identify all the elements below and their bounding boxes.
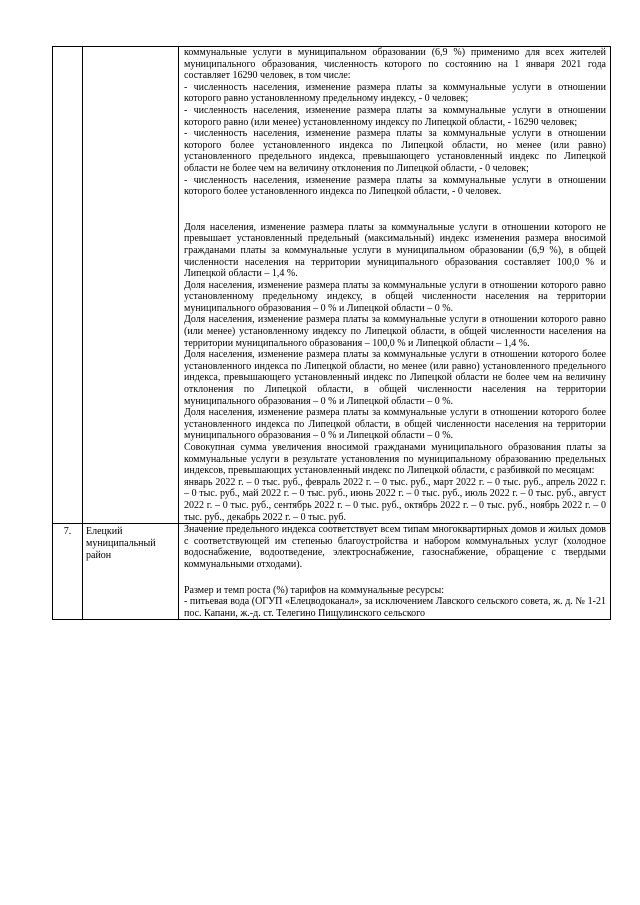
share-paragraph: Доля населения, изменение размера платы за коммунальные услуги в отношении которого более установленного индекса по Липецкой области, в общей численности населения на территории муниципального образования – 0 % и Липецкой области – 0 %. — [184, 407, 606, 442]
share-paragraph: Доля населения, изменение размера платы за коммунальные услуги в отношении которого равно (или менее) установленному индексу по Липецкой области, в общей численности населения на территории муниципального образования – 100,0 % и Липецкой области – 1,4 %. — [184, 314, 606, 349]
table-row-previous — [53, 47, 611, 524]
intro-paragraph: коммунальные услуги в муниципальном образовании (6,9 %) применимо для всех жителей муниципального образования, численность которого по состоянию на 1 января 2021 года составляет 16290 человек, в том числе: — [184, 47, 606, 82]
bullet-paragraph: - численность населения, изменение размера платы за коммунальные услуги в отношении которого равно установленному предельному индексу, - 0 человек; — [184, 81, 606, 105]
document-table — [52, 46, 611, 620]
index-paragraph: Значение предельного индекса соответствует всем типам многоквартирных домов и жилых домов с соответствующей им степенью благоустройства и набором коммунальных услуг (холодное водоснабжение, водоотведение, электроснабжение, газоснабжение, обращение с твердыми коммунальными отходами). — [184, 524, 606, 570]
paragraph-gap — [184, 198, 606, 222]
monthly-breakdown: январь 2022 г. – 0 тыс. руб., февраль 2022 г. – 0 тыс. руб., март 2022 г. – 0 тыс. руб., апрель 2022 г. – 0 тыс. руб., май 2022 г. – 0 тыс. руб., июнь 2022 г. – 0 тыс. руб., июль 2022 г. – 0 тыс. руб., август 2022 г. – 0 тыс. руб., сентябрь 2022 г. – 0 тыс. руб., октябрь 2022 г. – 0 тыс. руб., ноябрь 2022 г. – 0 тыс. руб., декабрь 2022 г. – 0 тыс. руб. — [184, 476, 606, 523]
row-number-cell — [53, 47, 83, 524]
district-name: Елецкий муниципальный район — [83, 524, 179, 620]
district-cell — [83, 47, 179, 524]
table-row-7 — [53, 524, 611, 620]
content-cell — [179, 524, 611, 620]
bullet-paragraph: - численность населения, изменение размера платы за коммунальные услуги в отношении которого более установленного индекса по Липецкой области, но менее (или равно) установленного предельного индекса, превышающего установленный индекс по Липецкой области не более чем на величину отклонения по Липецкой области, - 0 человек; — [184, 128, 606, 174]
tariff-item: - питьевая вода (ОГУП «Елецводоканал», за исключением Лавского сельского совета, ж. д. № 1-21 пос. Капани, ж.-д. ст. Телегино Пищулинского сельского — [184, 596, 606, 619]
total-sum-paragraph: Совокупная сумма увеличения вносимой гражданами муниципального образования платы за коммунальные услуги в результате установления по муниципальному образованию предельных индексов, превышающих установленный индекс по Липецкой области, с разбивкой по месяцам: — [184, 442, 606, 477]
share-paragraph: Доля населения, изменение размера платы за коммунальные услуги в отношении которого более установленного индекса по Липецкой области, но менее (или равно) установленного предельного индекса, превышающего установленный индекс по Липецкой области не более чем на величину отклонения по Липецкой области, в общей численности населения на территории муниципального образования – 0 % и Липецкой области – 0 %. — [184, 349, 606, 407]
share-paragraph: Доля населения, изменение размера платы за коммунальные услуги в отношении которого не превышает установленный предельный (максимальный) индекс изменения размера вносимой гражданами платы за коммунальные услуги в муниципальном образовании (6,9 %), в общей численности населения на территории муниципального образования составляет 100,0 % и Липецкой области – 1,4 %. — [184, 221, 606, 280]
tariff-heading: Размер и темп роста (%) тарифов на коммунальные ресурсы: — [184, 584, 444, 596]
paragraph-gap — [184, 571, 606, 585]
bullet-paragraph: - численность населения, изменение размера платы за коммунальные услуги в отношении которого более установленного индекса по Липецкой области, - 0 человек. — [184, 174, 606, 198]
row-number: 7. — [53, 524, 83, 620]
bullet-paragraph: - численность населения, изменение размера платы за коммунальные услуги в отношении которого равно (или менее) установленному индексу по Липецкой области, - 16290 человек; — [184, 104, 606, 128]
share-paragraph: Доля населения, изменение размера платы за коммунальные услуги в отношении которого равно установленному предельному индексу, в общей численности населения на территории муниципального образования – 0 % и Липецкой области – 0 %. — [184, 279, 606, 314]
content-cell — [179, 47, 611, 524]
